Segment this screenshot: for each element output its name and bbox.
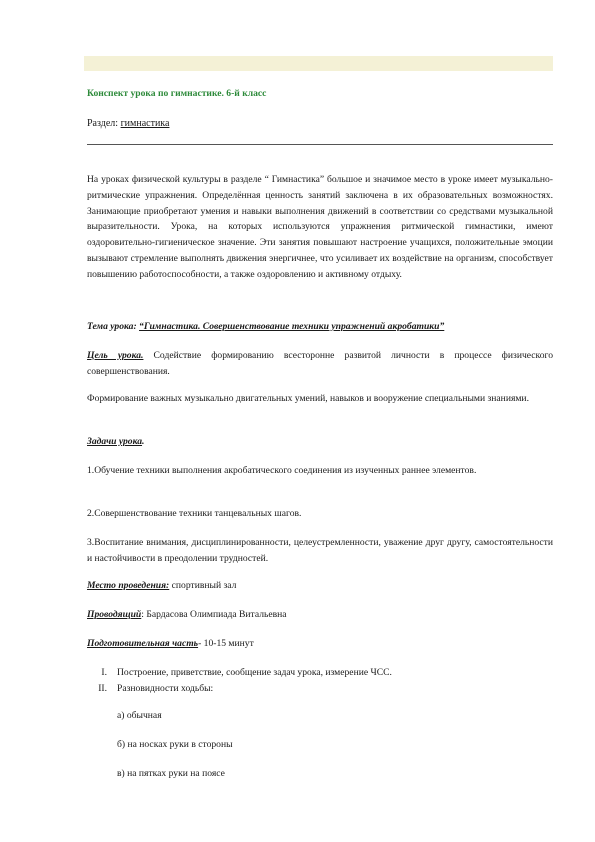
place-line bbox=[87, 578, 553, 594]
task-2: 2.Совершенствование техники танцевальных шагов. bbox=[87, 508, 302, 519]
prep-label: Подготовительная часть bbox=[87, 638, 199, 649]
sub-item: в) на пятках руки на поясе bbox=[117, 768, 225, 779]
divider bbox=[87, 144, 553, 145]
topic-line bbox=[87, 319, 553, 335]
sub-item: а) обычная bbox=[117, 710, 162, 721]
tasks-dot: . bbox=[142, 436, 145, 447]
topic-value: “Гимнастика. Совершенствование техники упражнений акробатики” bbox=[139, 321, 445, 332]
sub-item: б) на носках руки в стороны bbox=[117, 739, 233, 750]
intro-paragraph: На уроках физической культуры в разделе “ Гимнастика” большое и значимое место в уроке имеет музыкально-ритмические упражнения. Определённая ценность занятий заключена в их образовательных возможностях. Занимающие приобретают умения и навыки выполнения движений в соответствии со средствами музыкальной выразительности. Урока, на которых используются упражнения ритмической гимнастики, имеют оздоровительно-гигиеническое значение. Эти занятия повышают настроение учащихся, положительные эмоции вызывают стремление выполнять движения энергичнее, что усиливает их воздействие на организм, способствует повышению работоспособности, а также оздоровлению и активному отдыху. bbox=[87, 174, 553, 280]
topic-label: Тема урока: bbox=[87, 321, 140, 332]
list-number: II. bbox=[98, 683, 107, 694]
list-text: Построение, приветствие, сообщение задач урока, измерение ЧСС. bbox=[117, 667, 392, 678]
prep-line bbox=[87, 636, 553, 652]
tasks-label: Задачи урока bbox=[87, 436, 143, 447]
goal-text: Содействие формированию всесторонне развитой личности в процессе физического совершенствования. bbox=[87, 350, 554, 377]
section-value: гимнастика bbox=[120, 118, 170, 129]
section-label: Раздел: bbox=[87, 118, 121, 129]
host-label: Проводящий bbox=[87, 609, 142, 620]
prep-value: - 10-15 минут bbox=[198, 638, 254, 649]
section-line bbox=[87, 118, 169, 129]
task-1: 1.Обучение техники выполнения акробатического соединения из изученных раннее элементов. bbox=[87, 465, 477, 476]
place-label: Место проведения: bbox=[87, 580, 170, 591]
list-text: Разновидности ходьбы: bbox=[117, 683, 214, 694]
tasks-heading bbox=[87, 434, 553, 450]
goal-label: Цель урока. bbox=[87, 350, 144, 361]
goal-paragraph bbox=[87, 348, 553, 380]
task-3: 3.Воспитание внимания, дисциплинированности, целеустремленности, уважение друг другу, самостоятельности и настойчивости в преодолении трудностей. bbox=[87, 537, 553, 564]
header-band bbox=[84, 56, 553, 71]
host-value: : Бардасова Олимпиада Витальевна bbox=[141, 609, 287, 620]
host-line bbox=[87, 607, 553, 623]
list-number: I. bbox=[101, 667, 107, 678]
document-title: Конспект урока по гимнастике. 6-й класс bbox=[87, 88, 267, 99]
formation-paragraph: Формирование важных музыкально двигательных умений, навыков и вооружение специальными знаниями. bbox=[87, 393, 529, 404]
place-value: спортивный зал bbox=[169, 580, 237, 591]
